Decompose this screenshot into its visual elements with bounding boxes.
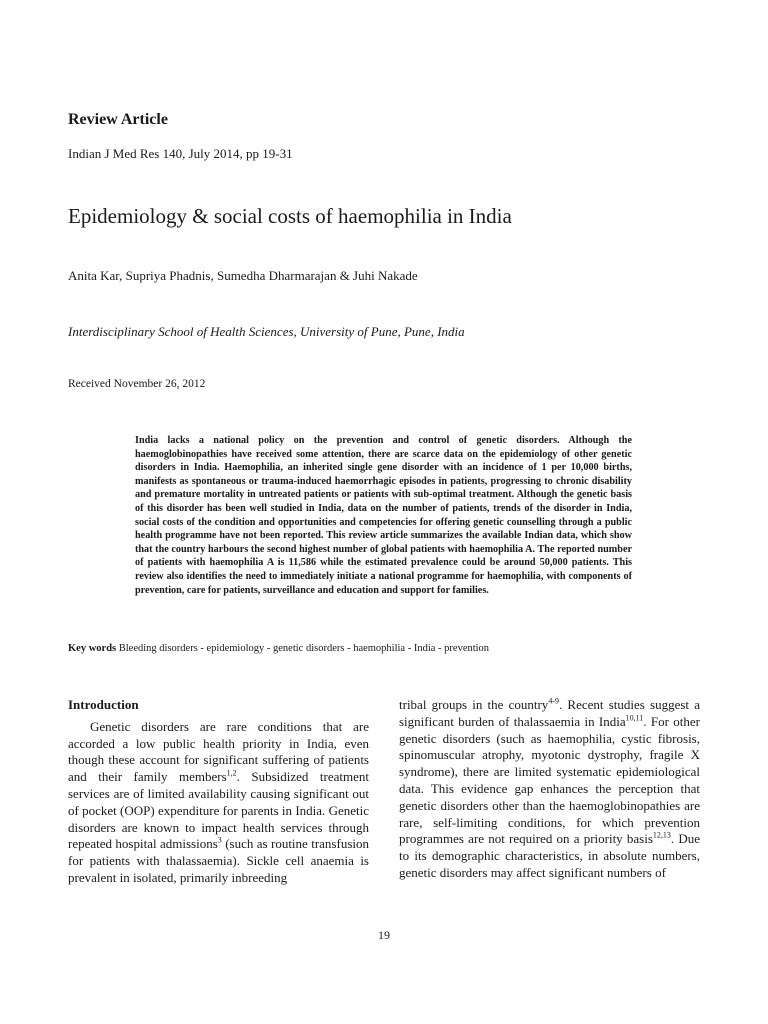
received-date: Received November 26, 2012 xyxy=(68,378,206,390)
reference-superscript: 4-9 xyxy=(548,696,559,706)
keywords-text: Bleeding disorders - epidemiology - genetic disorders - haemophilia - India - prevention xyxy=(118,643,490,654)
affiliation: Interdisciplinary School of Health Sciences, University of Pune, Pune, India xyxy=(68,324,465,339)
article-type-label: Review Article xyxy=(68,111,168,128)
left-column xyxy=(68,697,369,887)
journal-citation: Indian J Med Res 140, July 2014, pp 19-31 xyxy=(68,146,293,161)
reference-superscript: 12,13 xyxy=(652,831,671,841)
author-list: Anita Kar, Supriya Phadnis, Sumedha Dharmarajan & Juhi Nakade xyxy=(68,268,418,283)
reference-superscript: 3 xyxy=(217,836,222,846)
right-column xyxy=(399,697,700,882)
introduction-paragraph-right: tribal groups in the country$^{4-9}$. Recent studies suggest a significant burden of thalassaemia in India$^{10,11}$. For other genetic disorders (such as haemophilia, cystic fibrosis, spinomuscular atrophy, myotonic dystrophy, fragile X syndrome), there are limited systematic epidemiological data. This evidence gap enhances the perception that genetic disorders other than the haemoglobinopathies are rare, self-limiting conditions, for which prevention programmes are not required on a priority basis$^{12,13}$. Due to its demographic characteristics, in absolute numbers, genetic disorders may affect significant numbers of xyxy=(399,696,700,880)
reference-superscript: 1,2 xyxy=(226,768,237,778)
reference-superscript: 10,11 xyxy=(625,713,644,723)
keywords-line xyxy=(68,643,489,654)
introduction-paragraph-left: Genetic disorders are rare conditions that are accorded a low public health priority in India, even though these account for significant suffering of patients and their family members$^{1,2}$. Subsidized treatment services are of limited availability causing significant out of pocket (OOP) expenditure for parents in India. Genetic disorders are known to impact health services through repeated hospital admissions$^3$ (such as routine transfusion for patients with thalassaemia). Sickle cell anaemia is prevalent in isolated, primarily inbreeding xyxy=(68,718,369,885)
abstract: India lacks a national policy on the prevention and control of genetic disorders. Although the haemoglobinopathies have received some attention, there are scarce data on the epidemiology of other genetic disorders in India. Haemophilia, an inherited single gene disorder with an incidence of 1 per 10,000 births, manifests as spontaneous or trauma-induced haemorrhagic episodes in patients, progressing to chronic disability and premature mortality in untreated patients or patients with sub-optimal treatment. Although the genetic basis of this disorder has been well studied in India, data on the number of patients, trends of the disorder in India, social costs of the condition and opportunities and competencies for offering genetic counselling through a public health programme have not been reported. This review article summarizes the available Indian data, which show that the country harbours the second highest number of global patients with haemophilia A. The reported number of patients with haemophilia A is 11,586 while the estimated prevalence could be around 50,000 patients. This review also identifies the need to immediately initiate a national programme for haemophilia, with components of prevention, care for patients, surveillance and education and support for families. xyxy=(135,435,632,596)
keywords-label: Key words xyxy=(68,643,117,654)
page-number: 19 xyxy=(378,928,390,942)
article-title: Epidemiology & social costs of haemophilia in India xyxy=(68,204,512,228)
introduction-heading: Introduction xyxy=(68,697,139,712)
